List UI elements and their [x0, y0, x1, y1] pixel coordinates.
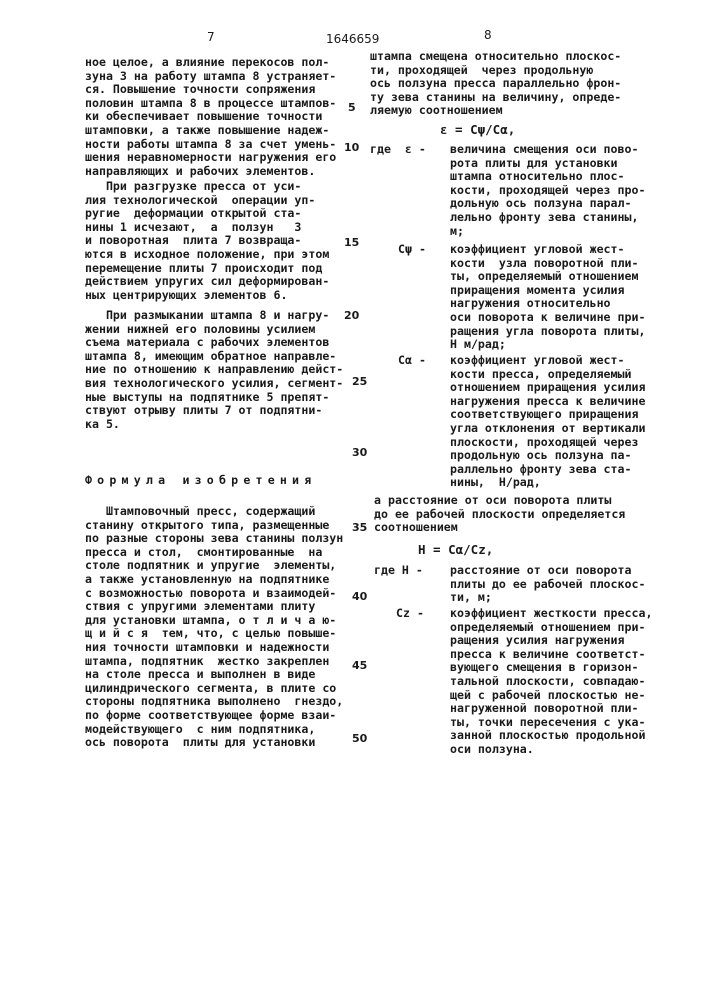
text-line: вующего смещения в горизон- [450, 661, 652, 675]
text-line: ние по отношению к направлению дейст- [85, 363, 343, 377]
text-line: ния точности штамповки и надежности [85, 641, 343, 655]
text-line: станину открытого типа, размещенные [85, 519, 343, 533]
text-line: ти, проходящей через продольную [370, 64, 621, 78]
text-line: кости пресса, определяемый [450, 368, 645, 382]
text-line: штампа 8, имеющим обратное направле- [85, 350, 343, 364]
text-line: коэффициент угловой жест- [450, 354, 645, 368]
h-label: где H - [374, 564, 423, 578]
text-line: соответствующего приращения [450, 408, 645, 422]
right-paragraph-1 [370, 50, 621, 118]
c-alpha-label: Cα - [398, 354, 426, 368]
line-number: 5 [348, 101, 356, 114]
text-line: съема материала с рабочих элементов [85, 336, 343, 350]
text-line: ются в исходное положение, при этом [85, 248, 329, 262]
text-line: модействующего с ним подпятника, [85, 723, 343, 737]
text-line: нины, Н/рад, [450, 476, 645, 490]
text-line: перемещение плиты 7 происходит под [85, 262, 329, 276]
text-line: пресса к величине соответст- [450, 648, 652, 662]
text-line: занной плоскостью продольной [450, 729, 652, 743]
text-line: рота плиты для установки [450, 157, 645, 171]
c-psi-label: Cψ - [398, 243, 426, 257]
text-line: по разные стороны зева станины ползун [85, 532, 343, 546]
text-line: Штамповочный пресс, содержащий [85, 505, 343, 519]
text-line: лия технологической операции уп- [85, 194, 329, 208]
text-line: дольную ось ползуна парал- [450, 197, 645, 211]
line-number: 15 [344, 236, 359, 249]
text-line: ствуют отрыву плиты 7 от подпятни- [85, 404, 343, 418]
text-line: с возможностью поворота и взаимодей- [85, 587, 343, 601]
text-line: щ и й с я тем, что, с целью повыше- [85, 627, 343, 641]
text-line: ты, точки пересечения с ука- [450, 716, 652, 730]
text-line: тальной плоскости, совпадаю- [450, 675, 652, 689]
line-number: 40 [352, 590, 367, 603]
text-line: При разгрузке пресса от уси- [85, 180, 329, 194]
text-line: ка 5. [85, 418, 343, 432]
text-line: половин штампа 8 в процессе штампов- [85, 97, 336, 111]
text-line: величина смещения оси пово- [450, 143, 645, 157]
text-line: ности работы штампа 8 за счет умень- [85, 138, 336, 152]
page-number-right: 8 [484, 28, 492, 42]
c-z-definition [450, 607, 652, 757]
text-line: ных центрирующих элементов 6. [85, 289, 329, 303]
h-definition [450, 564, 645, 605]
text-line: действием упругих сил деформирован- [85, 275, 329, 289]
text-line: ращения усилия нагружения [450, 634, 652, 648]
text-line: ти, м; [450, 591, 645, 605]
text-line: стороны подпятника выполнено гнездо, [85, 695, 343, 709]
text-line: штампа, подпятник жестко закреплен [85, 655, 343, 669]
text-line: ращения угла поворота плиты, [450, 325, 645, 339]
text-line: м; [450, 225, 645, 239]
text-line: кости, проходящей через про- [450, 184, 645, 198]
page-number-left: 7 [207, 30, 215, 44]
right-paragraph-2 [374, 494, 625, 535]
text-line: ты, определяемый отношением [450, 270, 645, 284]
text-line: раллельно фронту зева ста- [450, 463, 645, 477]
left-paragraph-2 [85, 180, 329, 302]
text-line: а расстояние от оси поворота плиты [374, 494, 625, 508]
text-line: ся. Повышение точности сопряжения [85, 83, 336, 97]
text-line: ки обеспечивает повышение точности [85, 110, 336, 124]
text-line: ту зева станины на величину, опреде- [370, 91, 621, 105]
formula-epsilon: ε = Cψ/Cα, [440, 122, 515, 137]
text-line: расстояние от оси поворота [450, 564, 645, 578]
text-line: продольную ось ползуна па- [450, 449, 645, 463]
text-line: нины 1 исчезают, а ползун 3 [85, 221, 329, 235]
epsilon-label: где ε - [370, 143, 426, 157]
line-number: 20 [344, 309, 359, 322]
text-line: ные выступы на подпятнике 5 препят- [85, 391, 343, 405]
line-number: 50 [352, 732, 367, 745]
text-line: отношением приращения усилия [450, 381, 645, 395]
text-line: коэффициент жесткости пресса, [450, 607, 652, 621]
claims-heading: Формула изобретения [85, 473, 316, 487]
text-line: ось ползуна пресса параллельно фрон- [370, 77, 621, 91]
text-line: зуна 3 на работу штампа 8 устраняет- [85, 70, 336, 84]
c-z-label: Cz - [396, 607, 424, 621]
text-line: нагруженной поворотной пли- [450, 702, 652, 716]
text-line: плиты до ее рабочей плоскос- [450, 578, 645, 592]
text-line: столе подпятник и упругие элементы, [85, 559, 343, 573]
text-line: ось поворота плиты для установки [85, 736, 343, 750]
text-line: коэффициент угловой жест- [450, 243, 645, 257]
line-number: 25 [352, 375, 367, 388]
text-line: определяемый отношением при- [450, 621, 652, 635]
text-line: а также установленную на подпятнике [85, 573, 343, 587]
text-line: нагружения пресса к величине [450, 395, 645, 409]
text-line: ругие деформации открытой ста- [85, 207, 329, 221]
text-line: до ее рабочей плоскости определяется [374, 508, 625, 522]
formula-h: H = Cα/Cz, [418, 542, 493, 557]
text-line: оси ползуна. [450, 743, 652, 757]
text-line: лельно фронту зева станины, [450, 211, 645, 225]
text-line: Н м/рад; [450, 338, 645, 352]
text-line: соотношением [374, 521, 625, 535]
text-line: шения неравномерности нагружения его [85, 151, 336, 165]
text-line: штамповки, а также повышение надеж- [85, 124, 336, 138]
text-line: приращения момента усилия [450, 284, 645, 298]
text-line: цилиндрического сегмента, в плите со [85, 682, 343, 696]
line-number: 10 [344, 141, 359, 154]
text-line: пресса и стол, смонтированные на [85, 546, 343, 560]
text-line: на столе пресса и выполнен в виде [85, 668, 343, 682]
text-line: ляемую соотношением [370, 104, 621, 118]
text-line: по форме соответствующее форме взаи- [85, 709, 343, 723]
patent-number: 1646659 [326, 32, 379, 46]
text-line: нагружения относительно [450, 297, 645, 311]
text-line: штампа смещена относительно плоскос- [370, 50, 621, 64]
text-line: плоскости, проходящей через [450, 436, 645, 450]
c-psi-definition [450, 243, 645, 352]
text-line: ствия с упругими элементами плиту [85, 600, 343, 614]
line-number: 45 [352, 659, 367, 672]
text-line: и поворотная плита 7 возвраща- [85, 234, 329, 248]
claim-text [85, 505, 343, 750]
text-line: ное целое, а влияние перекосов пол- [85, 56, 336, 70]
text-line: щей с рабочей плоскостью не- [450, 689, 652, 703]
text-line: вия технологического усилия, сегмент- [85, 377, 343, 391]
left-paragraph-1 [85, 56, 336, 178]
c-alpha-definition [450, 354, 645, 490]
text-line: кости узла поворотной пли- [450, 257, 645, 271]
text-line: оси поворота к величине при- [450, 311, 645, 325]
text-line: При размыкании штампа 8 и нагру- [85, 309, 343, 323]
text-line: для установки штампа, о т л и ч а ю- [85, 614, 343, 628]
text-line: направляющих и рабочих элементов. [85, 165, 336, 179]
left-paragraph-3 [85, 309, 343, 431]
epsilon-definition [450, 143, 645, 238]
text-line: жении нижней его половины усилием [85, 323, 343, 337]
line-number: 30 [352, 446, 367, 459]
text-line: угла отклонения от вертикали [450, 422, 645, 436]
text-line: штампа относительно плос- [450, 170, 645, 184]
line-number: 35 [352, 521, 367, 534]
